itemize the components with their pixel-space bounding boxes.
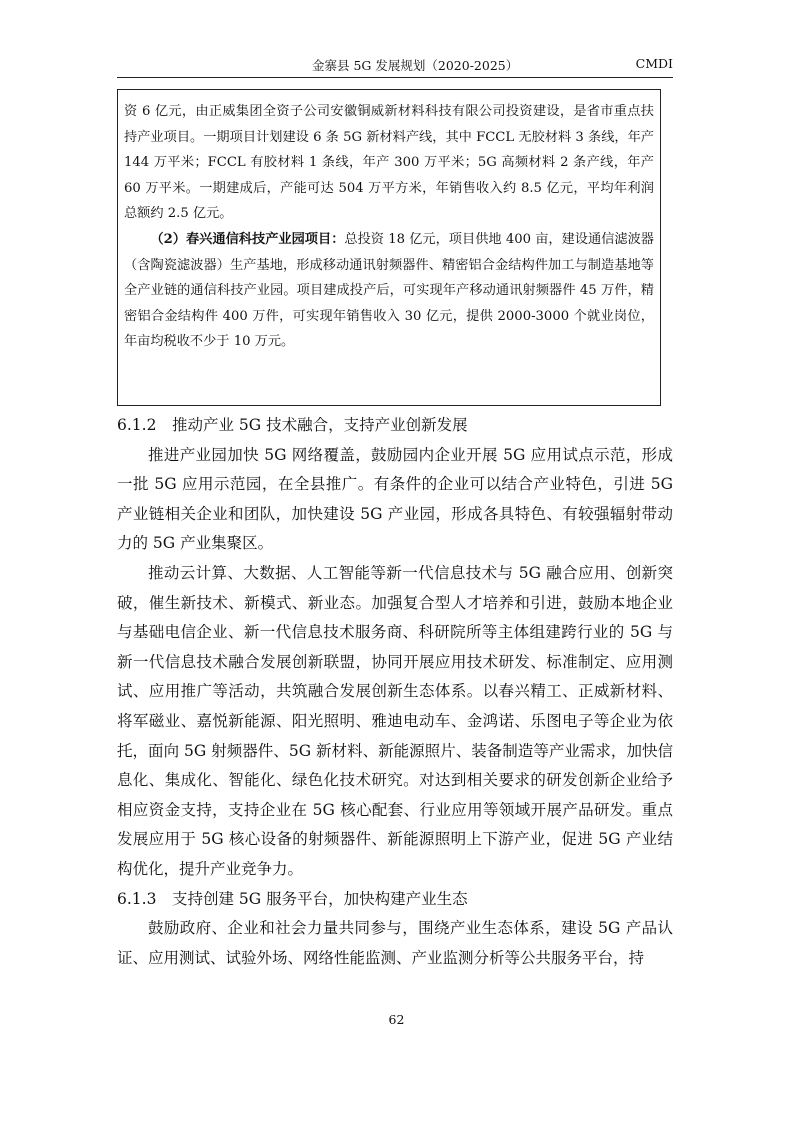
- paragraph: 推进产业园加快 5G 网络覆盖，鼓励园内企业开展 5G 应用试点示范，形成一批 5G 应用示范园，在全县推广。有条件的企业可以结合产业特色，引进 5G 产业链相关企业和团队，加快建设 5G 产业园，形成各具特色、有较强辐射带动力的 5G 产业集聚区。: [117, 445, 673, 553]
- paragraph: 鼓励政府、企业和社会力量共同参与，围绕产业生态体系，建设 5G 产品认证、应用测试、试验外场、网络性能监测、产业监测分析等公共服务平台，持: [117, 919, 673, 967]
- main-content: [117, 411, 673, 973]
- section-heading-6-1-2: [117, 411, 673, 441]
- section-number: 6.1.3: [117, 889, 157, 908]
- box-paragraph-2-body: 总投资 18 亿元，项目供地 400 亩，建设通信滤波器（含陶瓷滤波器）生产基地，形成移动通讯射频器件、精密铝合金结构件加工与制造基地等全产业链的通信科技产业园。项目建成投产后，可实现年产移动通讯射频器件 45 万件，精密铝合金结构件 400 万件，可实现年销售收入 30 亿元，提供 2000-3000 个就业岗位，年亩均税收不少于 10 万元。: [124, 231, 654, 350]
- page-number: 62: [388, 1012, 405, 1027]
- project-info-box: [117, 89, 661, 406]
- section-title: 推动产业 5G 技术融合，支持产业创新发展: [172, 416, 468, 434]
- box-paragraph-2: [124, 227, 654, 355]
- paragraph: 推动云计算、大数据、人工智能等新一代信息技术与 5G 融合应用、创新突破，催生新技术、新模式、新业态。加强复合型人才培养和引进，鼓励本地企业与基础电信企业、新一代信息技术服务商、科研院所等主体组建跨行业的 5G 与新一代信息技术融合发展创新联盟，协同开展应用技术研发、标准制定、应用测试、应用推广等活动，共筑融合发展创新生态体系。以春兴精工、正威新材料、将军磁业、嘉悦新能源、阳光照明、雅迪电动车、金鸿诺、乐图电子等企业为依托，面向 5G 射频器件、5G 新材料、新能源照片、装备制造等产业需求，加快信息化、集成化、智能化、绿色化技术研究。对达到相关要求的研发创新企业给予相应资金支持，支持企业在 5G 核心配套、行业应用等领域开展产品研发。重点发展应用于 5G 核心设备的射频器件、新能源照明上下游产业，促进 5G 产业结构优化，提升产业竞争力。: [117, 563, 673, 878]
- document-title: 金寨县 5G 发展规划（2020-2025）: [312, 58, 519, 73]
- section-heading-6-1-3: [117, 885, 673, 915]
- section-title: 支持创建 5G 服务平台，加快构建产业生态: [172, 889, 468, 908]
- header-divider: [117, 77, 673, 78]
- box-paragraph-2-heading: （2）春兴通信科技产业园项目：: [150, 231, 345, 247]
- page-header: [117, 52, 673, 74]
- section-number: 6.1.2: [117, 416, 157, 434]
- box-paragraph-1: 资 6 亿元，由正威集团全资子公司安徽铜威新材料科技有限公司投资建设，是省市重点扶持产业项目。一期项目计划建设 6 条 5G 新材料产线，其中 FCCL 无胶材料 3 条线，年产 144 万平米；FCCL 有胶材料 1 条线，年产 300 万平米；5G 高频材料 2 条产线，年产 60 万平米。一期建成后，产能可达 504 万平方米，年销售收入约 8.5 亿元，平均年利润总额约 2.5 亿元。: [124, 104, 654, 222]
- organization-label: CMDI: [635, 56, 673, 71]
